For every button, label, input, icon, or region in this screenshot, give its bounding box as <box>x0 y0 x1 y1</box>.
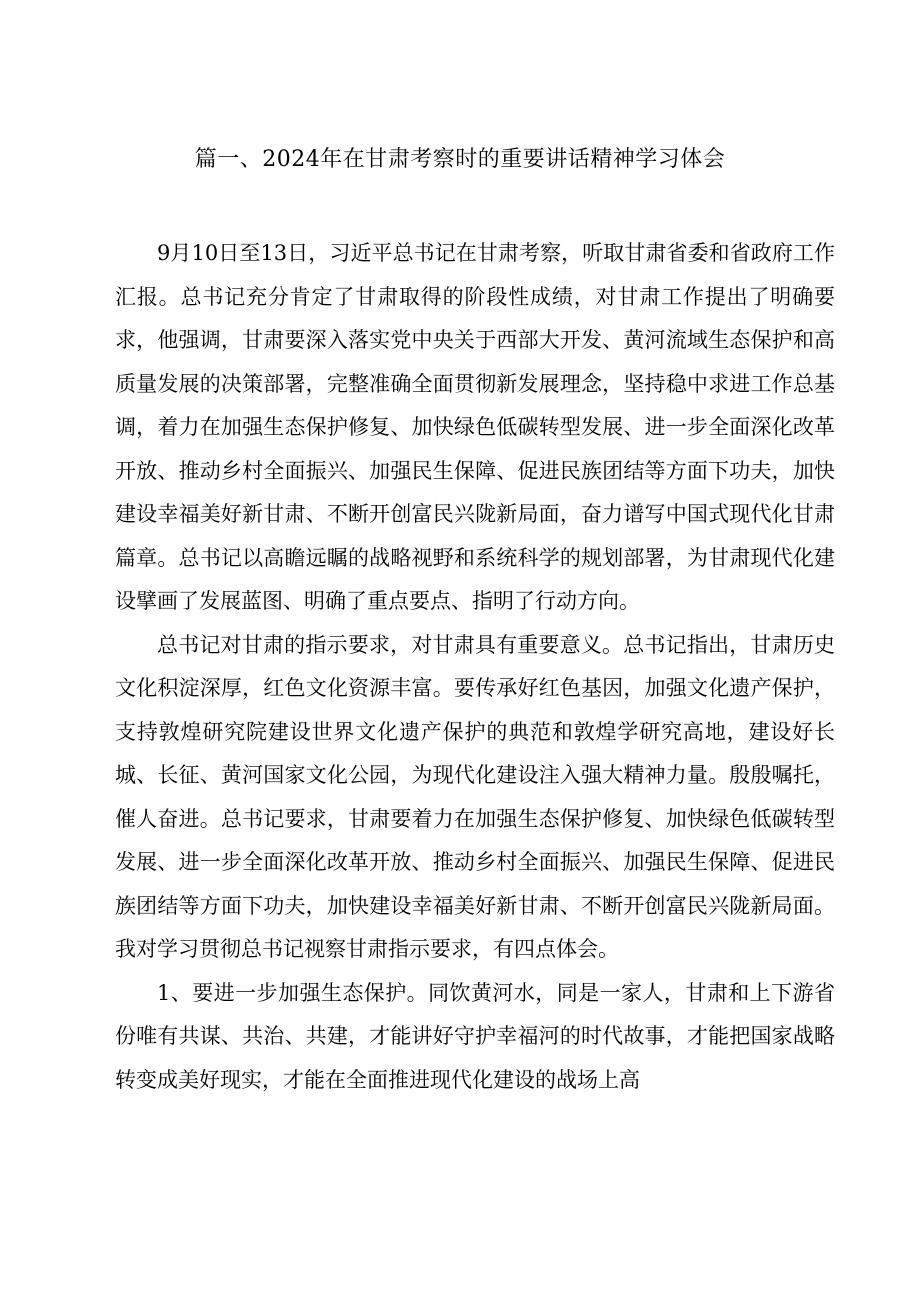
paragraph-instructions: 总书记对甘肃的指示要求，对甘肃具有重要意义。总书记指出，甘肃历史文化积淀深厚，红色文化资源丰富。要传承好红色基因，加强文化遗产保护，支持敦煌研究院建设世界文化遗产保护的典范和敦煌学研究高地，建设好长城、长征、黄河国家文化公园，为现代化建设注入强大精神力量。殷殷嘱托，催人奋进。总书记要求，甘肃要着力在加强生态保护修复、加快绿色低碳转型发展、进一步全面深化改革开放、推动乡村全面振兴、加强民生保障、促进民族团结等方面下功夫，加快建设幸福美好新甘肃、不断开创富民兴陇新局面。我对学习贯彻总书记视察甘肃指示要求，有四点体会。 <box>115 632 835 961</box>
document-body <box>115 232 835 1102</box>
paragraph-intro: 9月10日至13日，习近平总书记在甘肃考察，听取甘肃省委和省政府工作汇报。总书记充分肯定了甘肃取得的阶段性成绩，对甘肃工作提出了明确要求，他强调，甘肃要深入落实党中央关于西部大开发、黄河流域生态保护和高质量发展的决策部署，完整准确全面贯彻新发展理念，坚持稳中求进工作总基调，着力在加强生态保护修复、加快绿色低碳转型发展、进一步全面深化改革开放、推动乡村全面振兴、加强民生保障、促进民族团结等方面下功夫，加快建设幸福美好新甘肃、不断开创富民兴陇新局面，奋力谱写中国式现代化甘肃篇章。总书记以高瞻远瞩的战略视野和系统科学的规划部署，为甘肃现代化建设擘画了发展蓝图、明确了重点要点、指明了行动方向。 <box>115 241 835 613</box>
document-title: 篇一、2024年在甘肃考察时的重要讲话精神学习体会 <box>194 147 726 172</box>
paragraph-point-1: 1、要进一步加强生态保护。同饮黄河水，同是一家人，甘肃和上下游省份唯有共谋、共治、共建，才能讲好守护幸福河的时代故事，才能把国家战略转变成美好现实，才能在全面推进现代化建设的战场上高 <box>115 980 835 1092</box>
